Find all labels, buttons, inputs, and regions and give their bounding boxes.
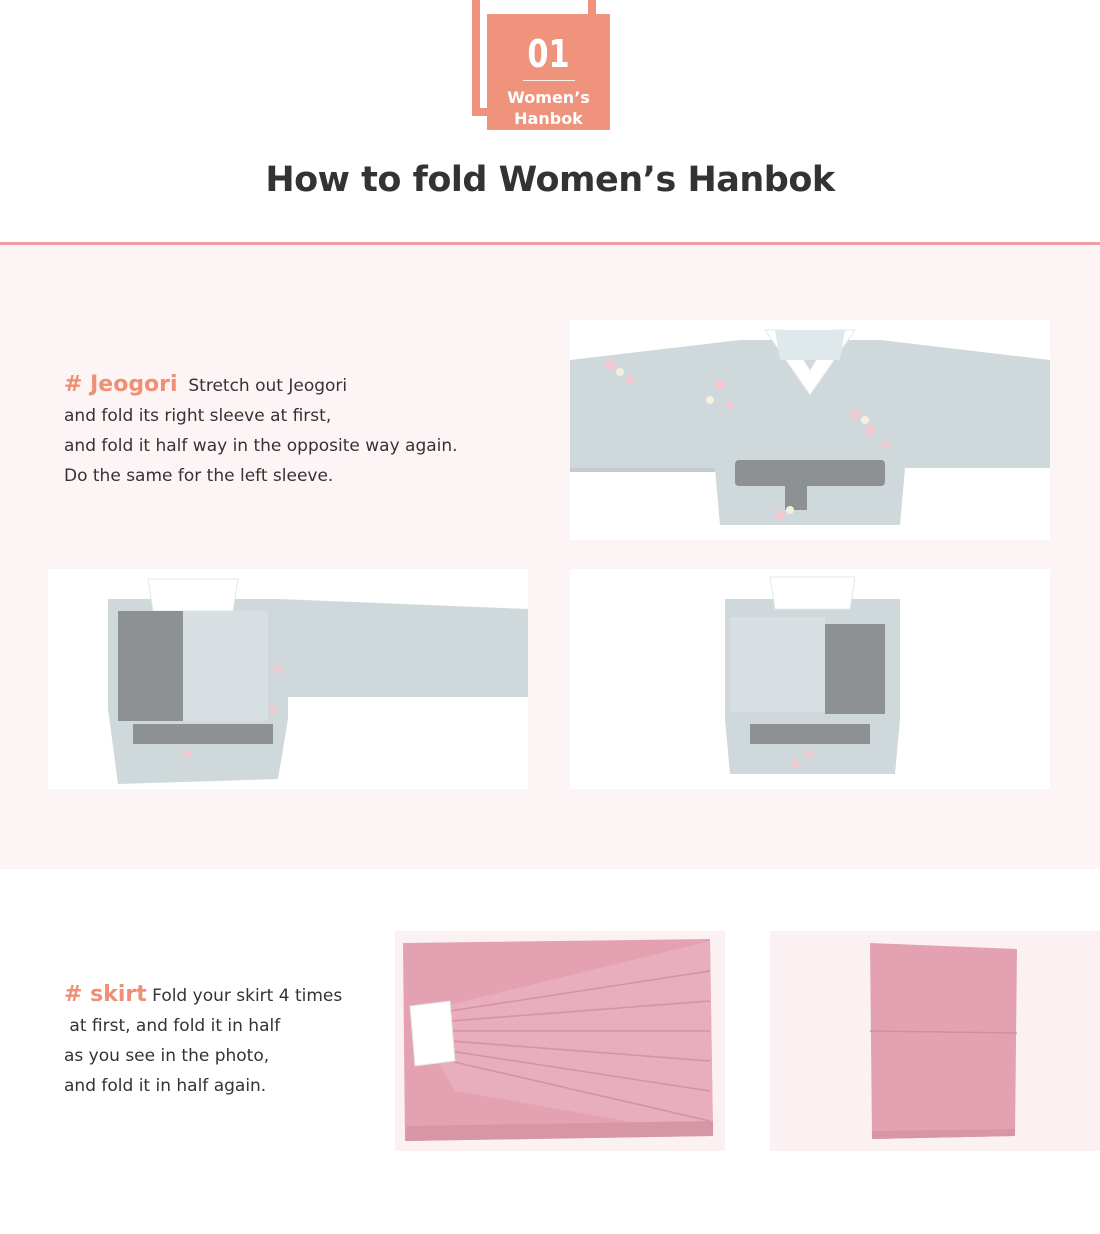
badge-box (487, 14, 610, 130)
badge-number: 01 (527, 32, 570, 76)
jeogori-line3: and fold it half way in the opposite way again. (64, 436, 458, 456)
jeogori-flat-photo (570, 320, 1050, 540)
badge-divider (523, 80, 575, 81)
skirt-folded-half-photo (770, 931, 1100, 1151)
jeogori-right-sleeve-folded-photo (48, 569, 528, 789)
jeogori-heading: # Jeogori (64, 372, 178, 397)
jeogori-line1: Stretch out Jeogori (188, 376, 348, 396)
badge-label-line1: Women’s (507, 88, 590, 107)
skirt-heading: # skirt (64, 982, 147, 1007)
skirt-line4: and fold it in half again. (64, 1076, 267, 1096)
badge (472, 0, 610, 130)
jeogori-line4: Do the same for the left sleeve. (64, 466, 334, 486)
jeogori-instructions (64, 370, 458, 491)
skirt-line1: Fold your skirt 4 times (152, 986, 343, 1006)
page-title: How to fold Women’s Hanbok (265, 160, 835, 200)
badge-label-line2: Hanbok (514, 109, 583, 128)
jeogori-both-sleeves-folded-photo (570, 569, 1050, 789)
jeogori-line2: and fold its right sleeve at first, (64, 406, 332, 426)
skirt-line2: at first, and fold it in half (64, 1016, 281, 1036)
skirt-instructions (64, 980, 342, 1101)
skirt-folded-photo (395, 931, 725, 1151)
skirt-line3: as you see in the photo, (64, 1046, 270, 1066)
